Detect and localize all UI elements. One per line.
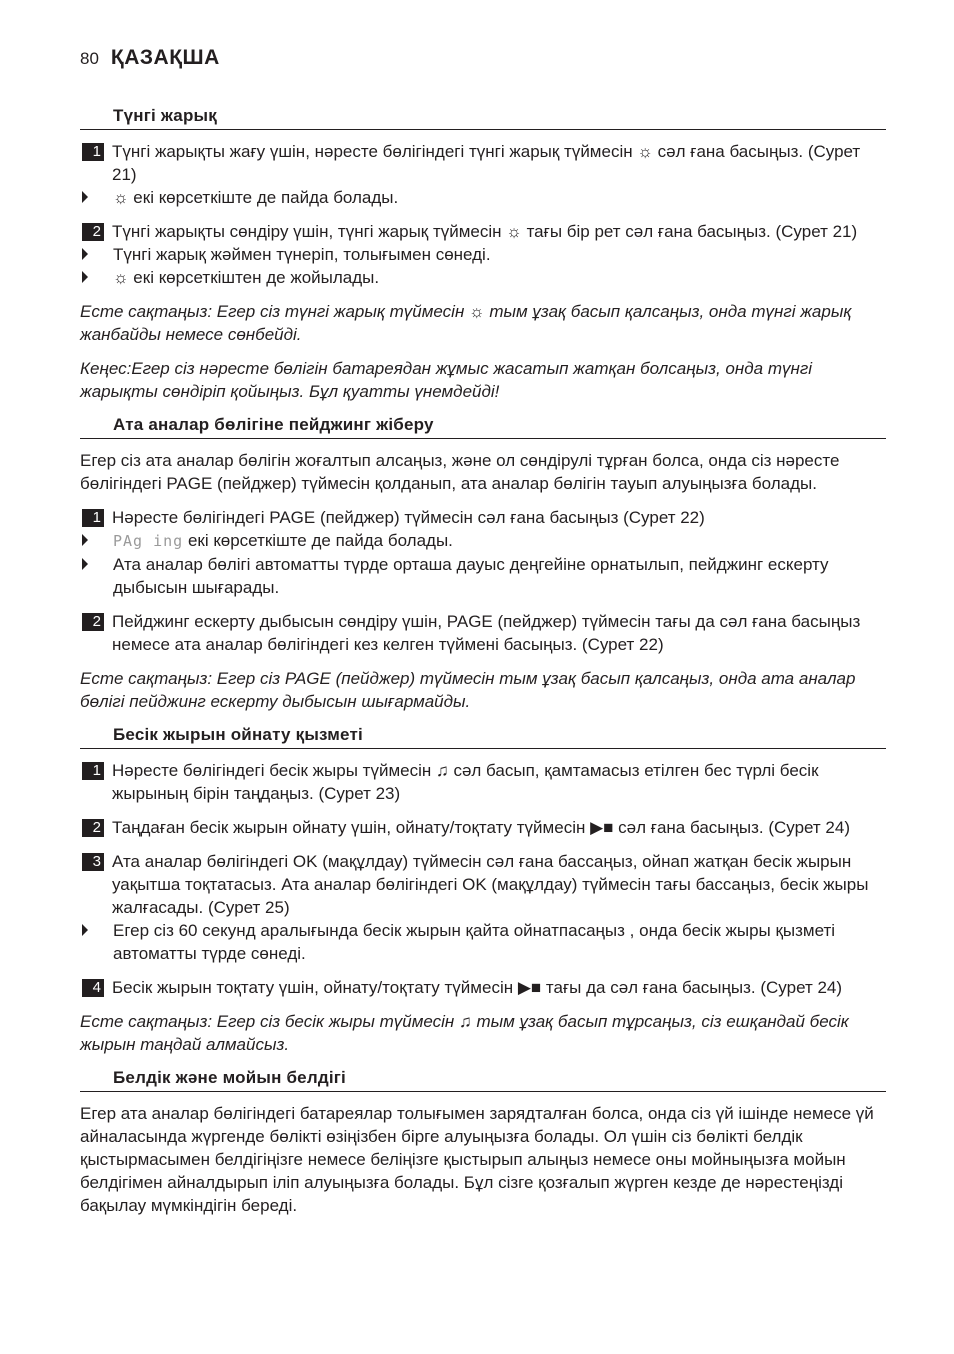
bullet-arrow-icon <box>82 558 88 570</box>
step-number: 2 <box>82 223 104 241</box>
step-3 <box>80 850 886 919</box>
bullet-item <box>80 186 886 209</box>
section-heading: Бесік жырын ойнату қызметі <box>80 723 886 749</box>
body-paragraph: Егер ата аналар бөлігіндегі батареялар толығымен зарядталған болса, онда сіз үй ішінде немесе үй айналасында жүргенде бөлікті өзіңізбен бірге алуыңызға болады. Ол үшін сіз бөлікті белдік қыстырмасымен белдігіңізге немесе беліңізге қыстырып алыңыз немесе оны мойныңызға мойын белдігімен айналдырып іліп алуыңызға болады. Бұл сізге қозғалып жүрген кезде де нәрестеңізді бақылау мүмкіндігін береді. <box>80 1104 874 1215</box>
note-text: Есте сақтаңыз: Егер сіз түнгі жарық түймесін ☼ тым ұзақ басып қалсаңыз, онда түнгі жарық жанбайды немесе сөнбейді. <box>80 302 852 344</box>
step-text: Ата аналар бөлігіндегі OK (мақұлдау) түймесін сәл ғана бассаңыз, ойнап жатқан бесік жырын уақытша тоқтатасыз. Ата аналар бөлігіндегі OK (мақұлдау) түймесін тағы бассаңыз, бесік жыры жалғасады. (Сурет 25) <box>112 852 869 917</box>
step-text: Нәресте бөлігіндегі PAGE (пейджер) түймесін сәл ғана басыңыз (Сурет 22) <box>112 508 705 527</box>
section-heading: Ата аналар бөлігіне пейджинг жіберу <box>80 413 886 439</box>
bullet-item <box>80 553 886 599</box>
bullet-arrow-icon <box>82 534 88 546</box>
step-number: 3 <box>82 853 104 871</box>
step-4 <box>80 976 886 999</box>
bullet-item <box>80 243 886 266</box>
bullet-text: екі көрсеткіште де пайда болады. <box>183 531 453 550</box>
step-number: 1 <box>82 762 104 780</box>
bullet-arrow-icon <box>82 924 88 936</box>
page-language-title: ҚАЗАҚША <box>110 46 220 69</box>
bullet-text: Егер сіз 60 секунд аралығында бесік жырын қайта ойнатпасаңыз , онда бесік жыры қызметі автоматты түрде сөнеді. <box>113 921 836 963</box>
section-paging <box>80 413 886 713</box>
step-text: Нәресте бөлігіндегі бесік жыры түймесін ♫ сәл басып, қамтамасыз етілген бес түрлі бесік жырының бірін таңдаңыз. (Сурет 23) <box>112 761 819 803</box>
step-number: 4 <box>82 979 104 997</box>
note-text: Есте сақтаңыз: Егер сіз бесік жыры түймесін ♫ тым ұзақ басып тұрсаңыз, сіз ешқандай бесік жырын таңдай алмайсыз. <box>80 1012 849 1054</box>
step-number: 2 <box>82 613 104 631</box>
lcd-paging-text: PAg ing <box>113 532 184 550</box>
step-text: Түнгі жарықты сөндіру үшін, түнгі жарық түймесін ☼ тағы бір рет сәл ғана басыңыз. (Сурет 21) <box>112 222 858 241</box>
step-2 <box>80 220 886 243</box>
section-heading: Түнгі жарық <box>80 104 886 130</box>
step-1 <box>80 759 886 805</box>
bullet-item <box>80 266 886 289</box>
note-text: Есте сақтаңыз: Егер сіз PAGE (пейджер) түймесін тым ұзақ басып қалсаңыз, онда ата аналар бөлігі пейджинг ескерту дыбысын шығармайды. <box>80 669 856 711</box>
bullet-arrow-icon <box>82 271 88 283</box>
section-night-light <box>80 104 886 403</box>
section-heading: Белдік және мойын белдігі <box>80 1066 886 1092</box>
page-number: 80 <box>80 49 99 68</box>
bullet-arrow-icon <box>82 191 88 203</box>
bullet-text: Түнгі жарық жәймен түнеріп, толығымен сөнеді. <box>113 245 491 264</box>
step-text: Таңдаған бесік жырын ойнату үшін, ойнату/тоқтату түймесін ▶■ сәл ғана басыңыз. (Сурет 24) <box>112 818 851 837</box>
bullet-item <box>80 529 886 553</box>
section-lullaby <box>80 723 886 1056</box>
step-2 <box>80 816 886 839</box>
section-belt-clip <box>80 1066 886 1217</box>
tip-text: Кеңес:Егер сіз нәресте бөлігін батареядан жұмыс жасатып жатқан болсаңыз, онда түнгі жарықты сөндіріп қойыңыз. Бұл қуатты үнемдейді! <box>80 359 812 401</box>
step-text: Түнгі жарықты жағу үшін, нәресте бөлігіндегі түнгі жарық түймесін ☼ сәл ғана басыңыз. (Сурет 21) <box>112 142 861 184</box>
step-number: 2 <box>82 819 104 837</box>
bullet-arrow-icon <box>82 248 88 260</box>
bullet-text: ☼ екі көрсеткіште де пайда болады. <box>113 188 399 207</box>
bullet-item <box>80 919 886 965</box>
step-1 <box>80 506 886 529</box>
manual-page <box>80 46 886 1217</box>
step-1 <box>80 140 886 186</box>
step-text: Пейджинг ескерту дыбысын сөндіру үшін, PAGE (пейджер) түймесін тағы да сәл ғана басыңыз немесе ата аналар бөлігіндегі кез келген түймені басыңыз. (Сурет 22) <box>112 612 861 654</box>
step-number: 1 <box>82 143 104 161</box>
step-text: Бесік жырын тоқтату үшін, ойнату/тоқтату түймесін ▶■ тағы да сәл ғана басыңыз. (Сурет 24) <box>112 978 843 997</box>
bullet-text: Ата аналар бөлігі автоматты түрде орташа дауыс деңгейіне орнатылып, пейджинг ескерту дыбысын шығарады. <box>113 555 829 597</box>
bullet-text: ☼ екі көрсеткіштен де жойылады. <box>113 268 380 287</box>
step-number: 1 <box>82 509 104 527</box>
intro-paragraph: Егер сіз ата аналар бөлігін жоғалтып алсаңыз, және ол сөндірулі тұрған болса, онда сіз нәресте бөлігіндегі PAGE (пейджер) түймесін қолданып, ата аналар бөлігін тауып алуыңызға болады. <box>80 451 840 493</box>
page-header <box>80 46 886 76</box>
step-2 <box>80 610 886 656</box>
